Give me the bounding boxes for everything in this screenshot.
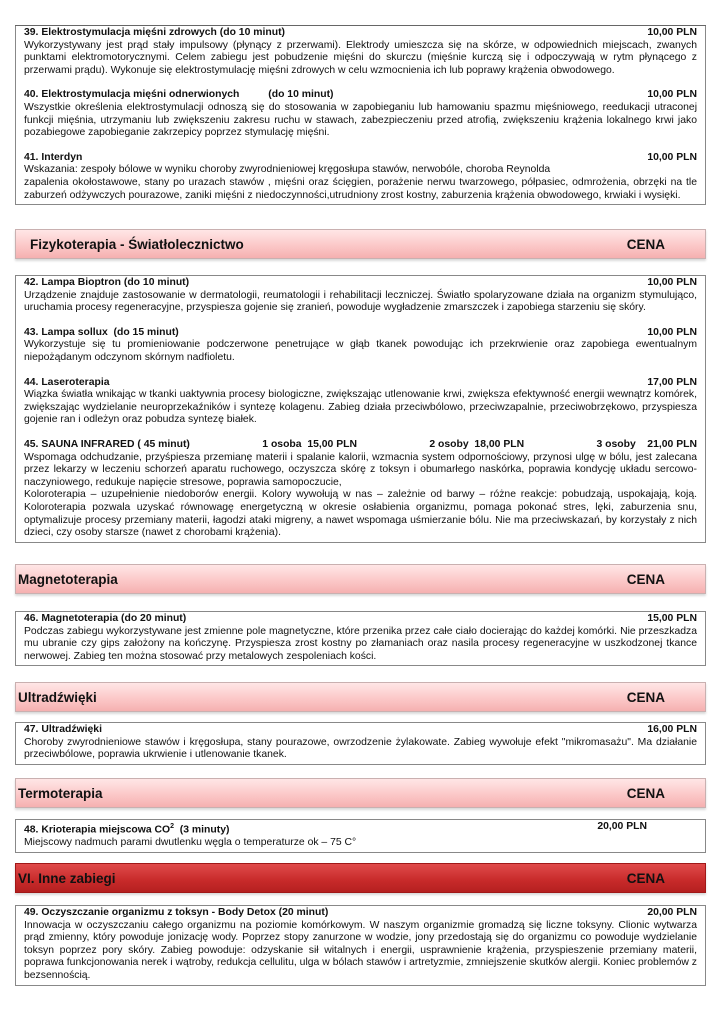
section-header-ultradzwieki — [15, 682, 706, 712]
service-price-1-person: 1 osoba 15,00 PLN — [262, 438, 357, 450]
section-header-termoterapia — [15, 778, 706, 808]
section-title: Ultradźwięki — [18, 689, 97, 705]
service-title: 46. Magnetoterapia (do 20 minut) — [24, 613, 187, 624]
service-price: 10,00 PLN — [647, 89, 697, 101]
service-block-inne — [15, 905, 706, 986]
service-description: Podczas zabiegu wykorzystywane jest zmienne pole magnetyczne, które przenika przez całe ciało docierając do każdej komórki. Nie przeszkadza mu ubranie czy gips założony na kończynę. Przyspiesza zrost kostny po złamaniach oraz nasila procesy regeneracyjne w uszkodzonej tkance nerwowej. Zabieg ten można stosować przy metalowych zespoleniach kości. — [24, 625, 697, 662]
section-title: Fizykoterapia - Światłolecznictwo — [30, 236, 244, 252]
service-price: 10,00 PLN — [647, 277, 697, 288]
service-40 — [24, 89, 697, 139]
service-description: Miejscowy nadmuch parami dwutlenku węgla o temperaturze ok – 75 C° — [24, 837, 357, 849]
service-description: Wszystkie określenia elektrostymulacji odnoszą się do stosowania w zapobieganiu lub hamowaniu spazmu mięśniowego, reedukacji utraconej funkcji mięśnia, utrzymaniu lub zwiększeniu zakresu ruchu w stawach, zabezpieczeniu przed atrofią, zwiększeniu krążenia lokalnego krwi jako pozabiegowe zapobieganie zakrzepicy poprzez stymulację mięśni. — [24, 101, 697, 139]
section-title: Termoterapia — [18, 785, 103, 801]
service-47 — [24, 724, 697, 762]
section-header-swiatlolecznictwo — [15, 229, 706, 259]
service-title: 45. SAUNA INFRARED ( 45 minut) — [24, 438, 190, 450]
service-description: Wykorzystuje się tu promieniowanie podczerwone penetrujące w głąb tkanek powodując ich przekrwienie oraz zapobiega ewentualnym niepożądanym odczynom skórnym nadfioletu. — [24, 339, 697, 363]
service-description: Choroby zwyrodnieniowe stawów i kręgosłupa, stany pourazowe, owrzodzenie żylakowate. Zabieg wywołuje efekt "mikromasażu". Ma działanie przeciwbólowe, poprawia ukrwienie i utlenowanie tkanek. — [24, 736, 697, 761]
service-price: 10,00 PLN — [647, 27, 697, 38]
service-block-ultra — [15, 722, 706, 765]
service-title: 42. Lampa Bioptron (do 10 minut) — [24, 277, 190, 288]
service-42 — [24, 277, 697, 315]
service-title: 47. Ultradźwięki — [24, 724, 102, 735]
service-title: 41. Interdyn — [24, 151, 83, 163]
service-price-3-persons: 3 osoby 21,00 PLN — [596, 438, 697, 450]
service-46 — [24, 613, 697, 663]
section-price-label: CENA — [626, 785, 665, 801]
section-price-label: CENA — [626, 870, 665, 886]
service-price: 20,00 PLN — [647, 907, 697, 918]
service-price: 10,00 PLN — [647, 326, 697, 338]
section-title: VI. Inne zabiegi — [18, 870, 116, 886]
service-block-termo — [15, 819, 706, 853]
service-title: 49. Oczyszczanie organizmu z toksyn - Body Detox (20 minut) — [24, 907, 329, 918]
service-price: 15,00 PLN — [647, 613, 697, 624]
service-title: 39. Elektrostymulacja mięśni zdrowych (do 10 minut) — [24, 27, 285, 38]
section-price-label: CENA — [626, 689, 665, 705]
service-block-electro — [15, 26, 706, 205]
service-39 — [24, 27, 697, 77]
section-header-magnetoterapia — [15, 564, 706, 594]
service-description: Wykorzystywany jest prąd stały impulsowy (płynący z przerwami). Elektrody umieszcza się na skórze, w odpowiednich miejscach, zwanych punktami elektromotorycznymi. Celem zabiegu jest pobudzenie mięśni do skurczu (mięśnie kurczą się i odpoczywają w rytm płynącego z przerwami prądu). Wykonuje się elektrostymulację mięśni zdrowych w celu wzmocnienia ich lub poprawy krążenia obwodowego. — [24, 39, 697, 76]
service-49 — [24, 907, 697, 983]
section-title: Magnetoterapia — [18, 571, 118, 587]
service-41 — [24, 152, 697, 202]
section-price-label: CENA — [626, 571, 665, 587]
service-block-magneto — [15, 611, 706, 666]
service-title: 44. Laseroterapia — [24, 376, 110, 388]
service-title: 43. Lampa sollux (do 15 minut) — [24, 326, 179, 338]
section-price-label: CENA — [626, 236, 665, 252]
service-price: 17,00 PLN — [647, 376, 697, 388]
service-description-cont: zapalenia okołostawowe, stany po urazach stawów , mięśni oraz ścięgien, porażenie nerwu twarzowego, półpasiec, odmrożenia, obrzęki na tle zaburzeń odżywczych pourazowe, zaniki mięśni z niedoczynności,utrudniony zrost kostny, zaburzenia krążenia obwodowego, krwiaki i wysięki. — [24, 176, 697, 201]
service-description: Wiązka światła wnikając w tkanki uaktywnia procesy biologiczne, zwiększając utlenowanie krwi, zwiększa efektywność energii wewnątrz komórek, zwiększając wydzielanie neuroprzekaźników i syntezę kolagenu. Zabieg działa przeciwbólowo, przeciwzapalnie, przeciwobrzękowo, przyspiesza gojenie ran i odleżyn oraz pobudza syntezę białek. — [24, 389, 697, 426]
service-price: 16,00 PLN — [647, 724, 697, 735]
service-title: 48. Krioterapia miejscowa $CO^2$ (3 minuty) — [24, 823, 230, 836]
service-block-light — [15, 275, 706, 543]
service-description-cont: Koloroterapia – uzupełnienie niedoborów energii. Kolory wywołują w nas – zależnie od barwy – różne reakcje: pobudzają, uspokajają, koją. Koloroterapia pozwala uzyskać równowagę energetyczną w okresie osłabienia organizmu, pomaga pokonać stres, lęki, zaburzenia snu, optymalizuje procesy przemiany materii, łagodzi ataki migreny, a nawet wspomaga uśmierzanie bólu. Nie ma przeciwskazań, by korzystały z nich dzieci, czy osoby starsze (nawet z chorobami krążenia). — [24, 489, 697, 539]
service-description: Innowacja w oczyszczaniu całego organizmu na poziomie komórkowym. W naszym organizmie gromadzą się liczne toksyny. Clionic wytwarza prąd zmienny, który powoduje jonizację wody. Poprzez stopy zanurzone w wodzie, jony przedostają się do organizmu co powoduje wydzielanie toksyn poprzez pory skóry. Zabieg powoduje: odzyskanie sił witalnych i energii, usprawnienie krążenia, przyspieszenie przemiany materii, poprawa funkcjonowania nerek i wątroby, redukcja cellulitu, ulga w bólach stawów i artretyzmie, zmniejszenie skutków alergii. Koniec problemów z bezsennością. — [24, 919, 697, 981]
subscript-2: 2 — [170, 823, 175, 830]
section-header-inne-zabiegi — [15, 863, 706, 893]
service-price-2-persons: 2 osoby 18,00 PLN — [429, 438, 525, 450]
service-price: 20,00 PLN — [597, 821, 647, 832]
service-45 — [24, 439, 697, 540]
service-price: 10,00 PLN — [647, 151, 697, 163]
service-44 — [24, 377, 697, 427]
service-43 — [24, 327, 697, 365]
service-description: Urządzenie znajduje zastosowanie w dermatologii, reumatologii i rehabilitacji leczniczej. Światło spolaryzowane działa na organizm stymulująco, uruchamia procesy regeneracyjne, przyspiesza gojenie się zranień, powoduje wygładzenie zmarszczek i zapobiega starzeniu się skóry. — [24, 289, 697, 314]
service-description: Wskazania: zespoły bólowe w wyniku choroby zwyrodnieniowej kręgosłupa stawów, nerwobóle, choroba Reynolda — [24, 164, 551, 176]
service-description: Wspomaga odchudzanie, przyśpiesza przemianę materii i spalanie kalorii, wzmacnia system odpornościowy, przynosi ulgę w bólu, jest zalecana przez lekarzy w leczeniu schorzeń aparatu ruchowego, oczyszcza skórę z toksyn i obumarłego naskórka, poprawia kondycję układu sercowo- naczyniowego, redukuje napięcie stresowe, poprawia samopoczucie, — [24, 451, 697, 488]
service-title: 40. Elektrostymulacja mięśni odnerwionych (do 10 minut) — [24, 89, 334, 101]
service-48 — [24, 821, 697, 850]
